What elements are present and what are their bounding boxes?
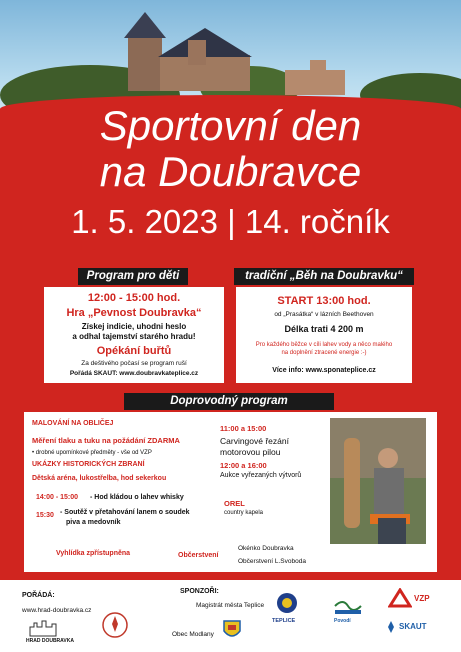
castle-logo-icon (28, 618, 68, 638)
log-time: 14:00 - 15:00 (36, 494, 79, 501)
event-date: 1. 5. 2023 | 14. ročník (71, 203, 390, 240)
carving-1: Carvingové řezání (220, 436, 289, 446)
run-tag: tradiční „Běh na Doubravku“ (234, 268, 414, 285)
run-length: Délka trati 4 200 m (284, 324, 364, 334)
extra-box (24, 412, 437, 572)
run-info: Více info: www.sponateplice.cz (272, 367, 376, 374)
lookout-tower: Vyhlídka zpřístupněna (56, 550, 131, 557)
run-from: od „Prasátka“ v lázních Beethoven (274, 311, 374, 318)
modlany-coat-of-arms-icon (222, 619, 242, 641)
kids-time: 12:00 - 15:00 hod. (87, 292, 181, 304)
title-line-2: na Doubravce (99, 148, 362, 195)
scout-lily-icon (100, 610, 130, 640)
face-painting: MALOVÁNÍ NA OBLIČEJ (32, 420, 114, 427)
country-band: country kapela (224, 510, 264, 516)
kids-desc-1: Získej indicie, uhodni heslo (81, 322, 187, 331)
refreshments: Občerstvení (178, 552, 219, 559)
gifts: • drobné upomínkové předměty - vše od VZP (32, 450, 152, 456)
skaut-lily-icon (384, 620, 398, 634)
carving-time: 11:00 a 15:00 (220, 424, 267, 433)
rope-pull-1: - Soutěž v přetahování lanem o soudek (60, 509, 190, 516)
kids-roast: Opékání buřtů (96, 345, 172, 357)
sponsor-magistrat: Magistrát města Teplice (196, 602, 265, 609)
fat-measurement: Měření tlaku a tuku na požádání ZDARMA (32, 436, 180, 445)
rope-time: 15:30 (36, 512, 54, 519)
refreshment-1: Okénko Doubravka (238, 545, 294, 552)
castle-logo-text: HRAD DOUBRAVKA (26, 638, 74, 644)
kids-program-box (44, 287, 224, 383)
povodi-label: Povodí (334, 618, 351, 624)
kids-arena: Dětská aréna, lukostřelba, hod sekerkou (32, 475, 167, 482)
extra-tag: Doprovodný program (124, 393, 334, 410)
skaut-label: SKAUT (399, 622, 427, 631)
auction-time: 12:00 a 16:00 (220, 461, 267, 470)
historic-weapons: UKÁZKY HISTORICKÝCH ZBRANÍ (32, 461, 145, 468)
carving-2: motorovou pilou (220, 447, 281, 457)
sponsor-modlany: Obec Modlany (172, 631, 214, 638)
rope-pull-2: piva a medovník (66, 519, 121, 526)
teplice-coat-of-arms-icon (276, 592, 298, 614)
kids-game: Hra „Pevnost Doubravka“ (66, 307, 202, 319)
footer (0, 580, 461, 652)
title-line-1: Sportovní den (99, 102, 362, 149)
orel: OREL (224, 499, 245, 508)
vzp-label: VZP (414, 594, 430, 603)
organizer-web: www.hrad-doubravka.cz (22, 607, 92, 614)
kids-desc-2: a odhal tajemství starého hradu! (72, 332, 196, 341)
run-start: START 13:00 hod. (277, 295, 371, 307)
povodi-logo-icon (333, 596, 363, 616)
kids-rain: Za deštivého počasí se program ruší (81, 360, 187, 367)
chainsaw-carver-photo (330, 418, 426, 544)
teplice-label: TEPLICE (272, 618, 296, 624)
run-note-1: Pro každého běžce v cíli lahev vody a něco malého (255, 342, 393, 348)
run-box (236, 287, 412, 383)
sponsors-label: SPONZOŘI: (180, 588, 219, 595)
log-throw: - Hod kládou o lahev whisky (90, 494, 184, 501)
run-note-2: na doplnění ztracené energie :-) (281, 350, 367, 356)
vzp-logo-icon (388, 588, 412, 608)
auction: Aukce vyřezaných výtvorů (220, 472, 302, 479)
refreshment-2: Občerstvení L.Svoboda (238, 558, 306, 565)
kids-organizer: Pořádá SKAUT: www.doubravkateplice.cz (69, 370, 199, 377)
kids-program-tag: Program pro děti (78, 268, 188, 285)
organizer-label: POŘÁDÁ: (22, 592, 55, 599)
